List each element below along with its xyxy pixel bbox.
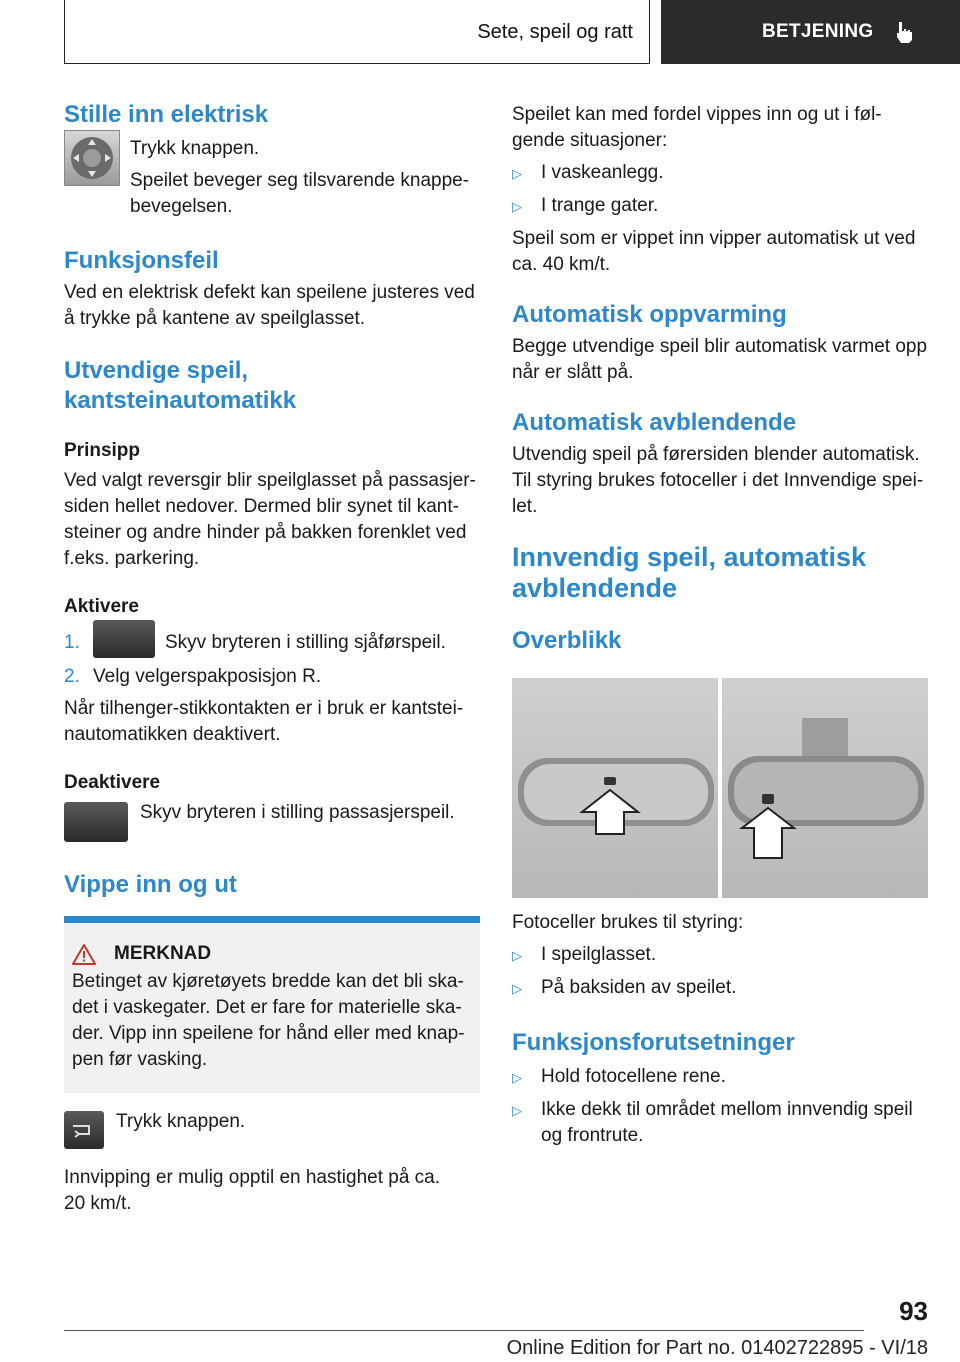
speed-text: Innvipping er mulig opptil en hastighet på ca. 20 km/t. <box>64 1167 441 1214</box>
note-box <box>64 916 480 1093</box>
bullet-text: I speilglasset. <box>541 944 657 965</box>
bullet-text: Hold fotocellene rene. <box>541 1066 726 1087</box>
bullet-text: Ikke dekk til området mellom innvendig speil og frontrute. <box>541 1099 913 1146</box>
warning-icon <box>72 944 96 965</box>
pointing-hand-icon <box>893 20 915 44</box>
list-item <box>512 975 928 1002</box>
bullet-triangle-icon: ▷ <box>512 166 522 181</box>
deaktivere-text: Skyv bryteren i stilling passasjerspeil. <box>140 802 455 823</box>
step-1-text: Skyv bryteren i stilling sjåførspeil. <box>165 632 446 653</box>
heading-utvendige-line2: kantsteinautomatikk <box>64 387 297 414</box>
bullet-triangle-icon: ▷ <box>512 981 522 996</box>
heading-utvendige-line1: Utvendige speil, <box>64 357 249 384</box>
note-title: MERKNAD <box>114 943 212 964</box>
mirror-adjust-button-image <box>64 130 120 186</box>
list-item <box>512 942 928 969</box>
bullet-triangle-icon: ▷ <box>512 199 522 214</box>
bullet-text: I vaskeanlegg. <box>541 162 664 183</box>
heading-prinsipp: Prinsipp <box>64 440 141 461</box>
bullet-text: På baksiden av speilet. <box>541 977 737 998</box>
header-section <box>64 0 650 64</box>
heading-utvendige-speil <box>64 356 480 416</box>
press-button-text: Trykk knappen. <box>116 1111 246 1132</box>
mirror-photo-back <box>722 678 928 898</box>
left-column <box>64 100 480 1217</box>
heading-stille-inn: Stille inn elektrisk <box>64 101 269 128</box>
note-text: Betinget av kjøretøyets bredde kan det bli ska-det i vaskegater. Det er fare for materielle ska-der. Vipp inn speilene for hånd eller med knap-pen før vasking. <box>72 971 465 1070</box>
step-2-number: 2. <box>64 666 80 687</box>
bullet-text: I trange gater. <box>541 195 659 216</box>
mirror-photo <box>512 678 928 898</box>
intro-text: Speilet kan med fordel vippes inn og ut i føl-gende situasjoner: <box>512 104 882 151</box>
heading-innvendig-line1: Innvendig speil, automatisk <box>512 542 867 572</box>
avblendende-text: Utvendig speil på førersiden blender automatisk. Til styring brukes fotoceller i det Innvendige spei-let. <box>512 444 924 517</box>
heading-avblendende: Automatisk avblendende <box>512 409 797 436</box>
oppvarming-text: Begge utvendige speil blir automatisk varmet opp når er slått på. <box>512 336 928 383</box>
heading-funksjonsfeil: Funksjonsfeil <box>64 247 219 274</box>
page-number: 93 <box>899 1296 928 1326</box>
right-column <box>512 100 928 1149</box>
heading-innvendig-line2: avblendende <box>512 573 678 603</box>
heading-oppvarming: Automatisk oppvarming <box>512 301 787 328</box>
step-1 <box>64 628 480 658</box>
photo-caption: Fotoceller brukes til styring: <box>512 912 744 933</box>
list-item <box>512 160 928 187</box>
fold-mirror-icon <box>71 1122 97 1138</box>
footer-divider <box>64 1330 864 1331</box>
header-section-title: Sete, speil og ratt <box>477 20 633 43</box>
direction-pad-icon <box>69 135 115 181</box>
heading-innvendig-speil <box>512 542 928 604</box>
mirror-back-illustration <box>722 678 928 898</box>
switch-driver-icon <box>93 620 155 658</box>
mirror-photo-front <box>512 678 718 898</box>
step-1-number: 1. <box>64 632 80 653</box>
heading-funksjonsforutsetninger: Funksjonsforutsetninger <box>512 1029 795 1056</box>
footer-edition: Online Edition for Part no. 01402722895 - VI/18 <box>506 1337 928 1359</box>
prinsipp-text: Ved valgt reversgir blir speilglasset på passasjer-siden hellet nedover. Dermed blir synet til kant-steiner og andre hinder på bakken forenklet ved f.eks. parkering. <box>64 470 476 569</box>
list-item <box>512 1097 928 1149</box>
list-item <box>512 193 928 220</box>
bullet-triangle-icon: ▷ <box>512 1103 522 1118</box>
heading-vippe: Vippe inn og ut <box>64 871 237 898</box>
header-chapter-title: BETJENING <box>762 21 874 42</box>
aktivere-text: Når tilhenger-stikkontakten er i bruk er kantstei-nautomatikken deaktivert. <box>64 698 464 745</box>
fold-button-image <box>64 1111 104 1149</box>
heading-aktivere: Aktivere <box>64 596 139 617</box>
instruction-move: Speilet beveger seg tilsvarende knappe-bevegelsen. <box>130 170 470 217</box>
auto-out-text: Speil som er vippet inn vipper automatisk ut ved ca. 40 km/t. <box>512 228 916 275</box>
step-2-text: Velg velgerspakposisjon R. <box>93 666 322 687</box>
header-chapter <box>661 0 960 64</box>
switch-passenger-icon <box>64 802 128 842</box>
heading-overblikk: Overblikk <box>512 627 622 654</box>
mirror-front-illustration <box>512 678 718 898</box>
bullet-triangle-icon: ▷ <box>512 1070 522 1085</box>
step-2 <box>64 664 480 690</box>
list-item <box>512 1064 928 1091</box>
funksjonsfeil-text: Ved en elektrisk defekt kan speilene justeres ved å trykke på kantene av speilglasset. <box>64 282 475 329</box>
instruction-press: Trykk knappen. <box>130 138 260 159</box>
bullet-triangle-icon: ▷ <box>512 948 522 963</box>
heading-deaktivere: Deaktivere <box>64 772 161 793</box>
